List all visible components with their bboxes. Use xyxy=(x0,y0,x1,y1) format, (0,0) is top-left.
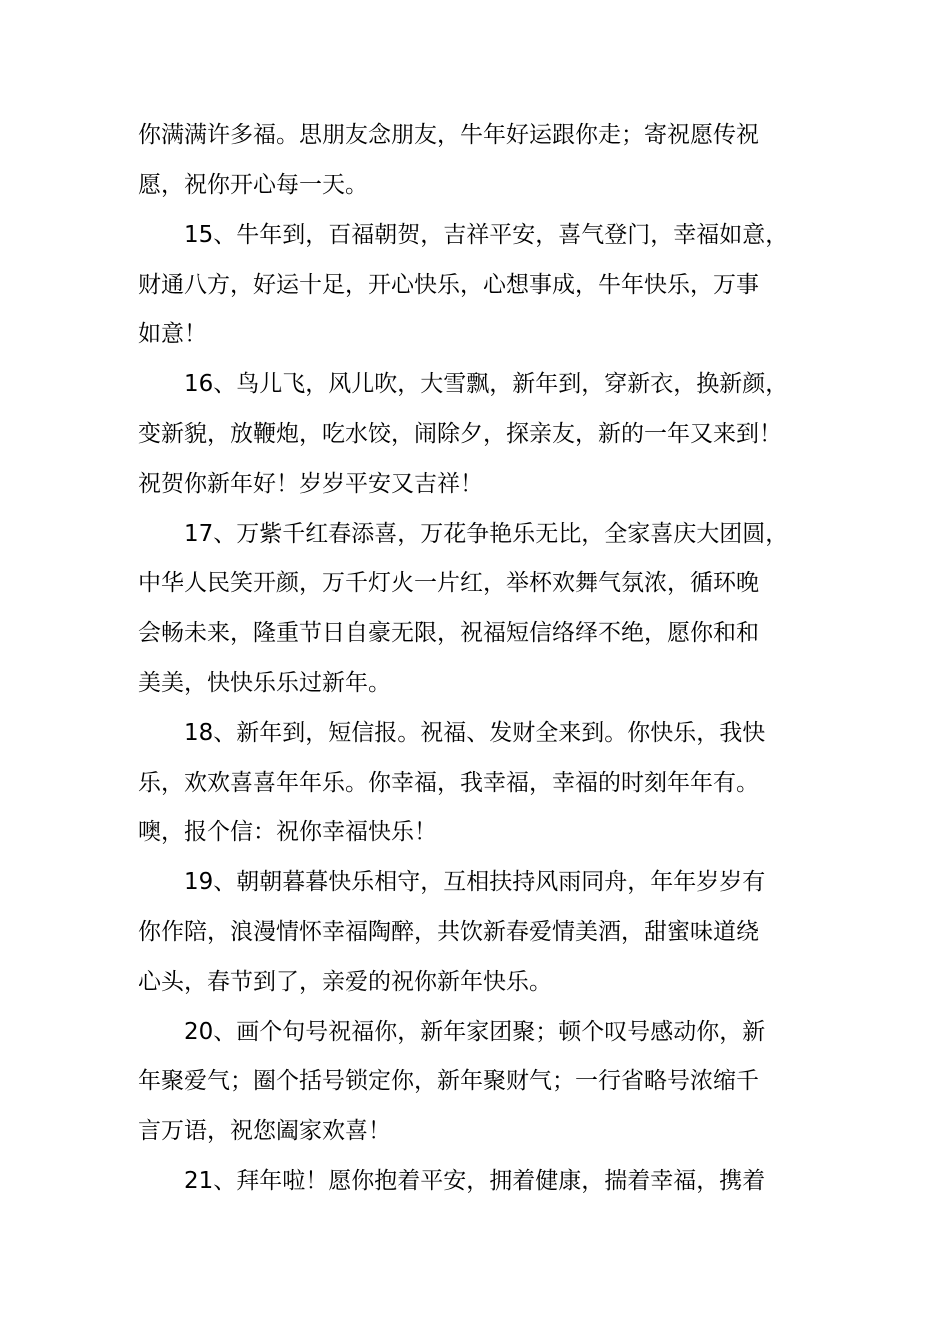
text-line: 19、朝朝暮暮快乐相守，互相扶持风雨同舟，年年岁岁有 xyxy=(138,869,766,895)
text-line: 财通八方，好运十足，开心快乐，心想事成，牛年快乐，万事 xyxy=(138,272,759,298)
text-line: 中华人民笑开颜，万千灯火一片红，举杯欢舞气氛浓，循环晚 xyxy=(138,570,759,596)
text-line: 言万语，祝您阖家欢喜！ xyxy=(138,1118,391,1144)
text-line: 美美，快快乐乐过新年。 xyxy=(138,670,391,696)
text-line: 噢，报个信：祝你幸福快乐！ xyxy=(138,819,437,845)
text-line: 15、牛年到，百福朝贺，吉祥平安，喜气登门，幸福如意， xyxy=(138,222,789,248)
text-line: 20、画个句号祝福你，新年家团聚；顿个叹号感动你，新 xyxy=(138,1019,766,1045)
text-line: 17、万紫千红春添喜，万花争艳乐无比，全家喜庆大团圆， xyxy=(138,521,789,547)
text-line: 乐，欢欢喜喜年年乐。你幸福，我幸福，幸福的时刻年年有。 xyxy=(138,770,759,796)
text-line: 16、鸟儿飞，风儿吹，大雪飘，新年到，穿新衣，换新颜， xyxy=(138,371,789,397)
text-line: 愿，祝你开心每一天。 xyxy=(138,172,368,198)
text-line: 变新貌，放鞭炮，吃水饺，闹除夕，探亲友，新的一年又来到！ xyxy=(138,421,782,447)
text-line: 18、新年到，短信报。祝福、发财全来到。你快乐，我快 xyxy=(138,720,766,746)
text-line: 年聚爱气；圈个括号锁定你，新年聚财气；一行省略号浓缩千 xyxy=(138,1068,759,1094)
text-line: 心头，春节到了，亲爱的祝你新年快乐。 xyxy=(138,969,552,995)
text-line: 你作陪，浪漫情怀幸福陶醉，共饮新春爱情美酒，甜蜜味道绕 xyxy=(138,919,759,945)
text-line: 21、拜年啦！愿你抱着平安，拥着健康，揣着幸福，携着 xyxy=(138,1168,766,1194)
text-line: 你满满许多福。思朋友念朋友，牛年好运跟你走；寄祝愿传祝 xyxy=(138,122,759,148)
text-line: 祝贺你新年好！岁岁平安又吉祥！ xyxy=(138,471,483,497)
text-line: 如意！ xyxy=(138,321,207,347)
text-line: 会畅未来，隆重节日自豪无限，祝福短信络绎不绝，愿你和和 xyxy=(138,620,759,646)
